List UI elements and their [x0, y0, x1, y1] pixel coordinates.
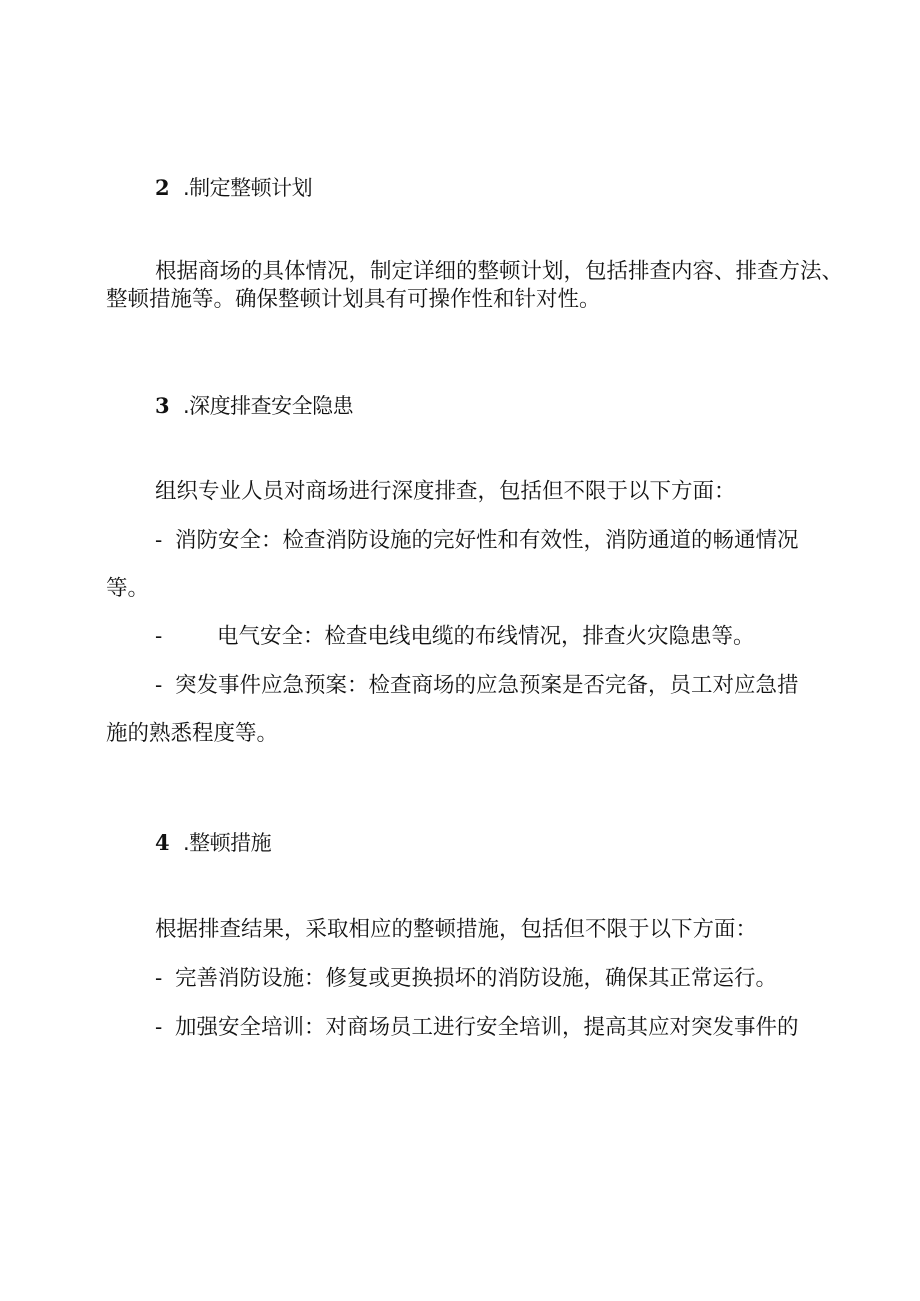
- bullet-dash: -: [155, 673, 163, 698]
- list-item-text: 消防安全：检查消防设施的完好性和有效性，消防通道的畅通情况: [175, 528, 799, 553]
- list-item-continuation: 施的熟悉程度等。: [106, 721, 279, 746]
- list-item: [155, 968, 777, 990]
- section-number: 2: [155, 175, 170, 200]
- list-item: [155, 626, 755, 648]
- list-item: [155, 1017, 799, 1039]
- list-item-text: 完善消防设施：修复或更换损坏的消防设施，确保其正常运行。: [175, 966, 778, 991]
- bullet-dash: -: [155, 624, 163, 649]
- section-number: 3: [155, 393, 170, 418]
- intro-text: 根据排查结果，采取相应的整顿措施，包括但不限于以下方面：: [155, 917, 758, 942]
- section-heading-4: [155, 832, 271, 854]
- paragraph-line: 整顿措施等。确保整顿计划具有可操作性和针对性。: [106, 287, 601, 312]
- section-title: .整顿措施: [183, 831, 272, 855]
- list-item-continuation: 等。: [106, 576, 150, 601]
- intro-text: 组织专业人员对商场进行深度排查，包括但不限于以下方面：: [155, 479, 736, 504]
- bullet-dash: -: [155, 1015, 163, 1040]
- paragraph-line: 根据商场的具体情况，制定详细的整顿计划，包括排查内容、排查方法、: [155, 259, 844, 284]
- list-item: [155, 530, 799, 552]
- section-title: .制定整顿计划: [183, 176, 313, 200]
- list-item-text: 电气安全：检查电线电缆的布线情况，排查火灾隐患等。: [217, 624, 755, 649]
- list-item-text: 加强安全培训：对商场员工进行安全培训，提高其应对突发事件的: [175, 1015, 799, 1040]
- section-heading-3: [155, 395, 353, 417]
- section-heading-2: [155, 177, 312, 199]
- list-item: [155, 675, 799, 697]
- bullet-dash: -: [155, 528, 163, 553]
- bullet-dash: -: [155, 966, 163, 991]
- list-item-text: 突发事件应急预案：检查商场的应急预案是否完备，员工对应急措: [175, 673, 799, 698]
- section-number: 4: [155, 830, 170, 855]
- section-title: .深度排查安全隐患: [183, 394, 354, 418]
